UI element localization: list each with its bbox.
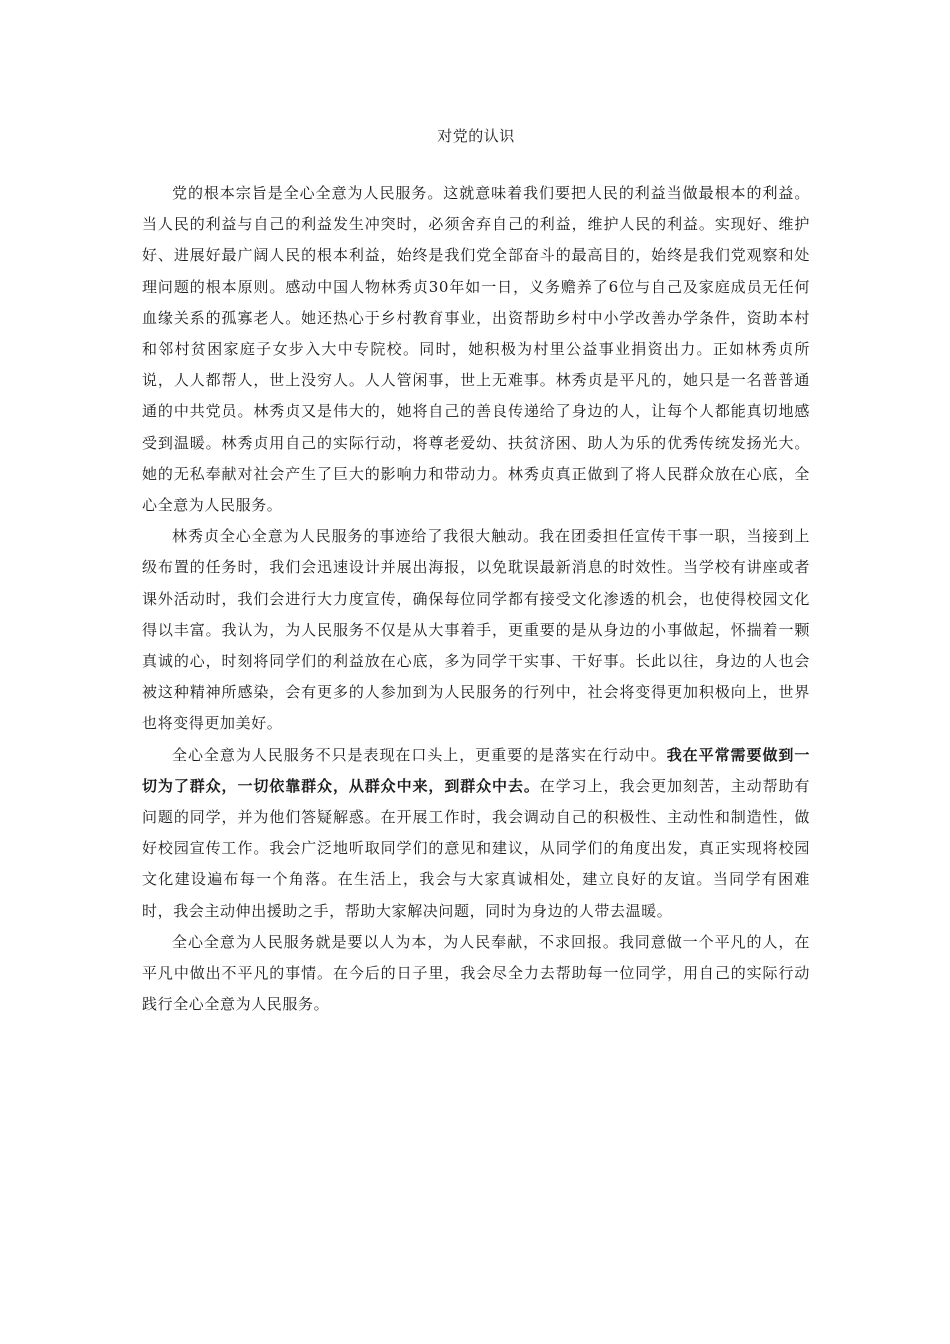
paragraph-3-lead: 全心全意为人民服务不只是表现在口头上，更重要的是落实在行动中。 [172, 745, 667, 764]
paragraph-4: 全心全意为人民服务就是要以人为本，为人民奉献，不求回报。我同意做一个平凡的人，在平凡中做出不平凡的事情。在今后的日子里，我会尽全力去帮助每一位同学，用自己的实际行动践行全心全意为人民服务。 [142, 932, 810, 1014]
paragraph-2: 林秀贞全心全意为人民服务的事迹给了我很大触动。我在团委担任宣传干事一职，当接到上级布置的任务时，我们会迅速设计并展出海报，以免耽误最新消息的时效性。当学校有讲座或者课外活动时，我们会进行大力度宣传，确保每位同学都有接受文化渗透的机会，也使得校园文化得以丰富。我认为，为人民服务不仅是从大事着手，更重要的是从身边的小事做起，怀揣着一颗真诚的心，时刻将同学们的利益放在心底，多为同学干实事、干好事。长此以往，身边的人也会被这种精神所感染，会有更多的人参加到为人民服务的行列中，社会将变得更加积极向上，世界也将变得更加美好。 [142, 527, 810, 733]
document-page [142, 124, 810, 1020]
paragraph-1: 党的根本宗旨是全心全意为人民服务。这就意味着我们要把人民的利益当做最根本的利益。当人民的利益与自己的利益发生冲突时，必须舍弃自己的利益，维护人民的利益。实现好、维护好、进展好最广阔人民的根本利益，始终是我们党全部奋斗的最高目的，始终是我们党观察和处理问题的根本原则。感动中国人物林秀贞30年如一日，义务赡养了6位与自己及家庭成员无任何血缘关系的孤寡老人。她还热心于乡村教育事业，出资帮助乡村中小学改善办学条件，资助本村和邻村贫困家庭子女步入大中专院校。同时，她积极为村里公益事业捐资出力。正如林秀贞所说，人人都帮人，世上没穷人。人人管闲事，世上无难事。林秀贞是平凡的，她只是一名普普通通的中共党员。林秀贞又是伟大的，她将自己的善良传递给了身边的人，让每个人都能真切地感受到温暖。林秀贞用自己的实际行动，将尊老爱幼、扶贫济困、助人为乐的优秀传统发扬光大。她的无私奉献对社会产生了巨大的影响力和带动力。林秀贞真正做到了将人民群众放在心底，全心全意为人民服务。 [142, 184, 810, 515]
paragraph-3 [142, 740, 810, 927]
document-title: 对党的认识 [437, 127, 515, 145]
paragraph-3-rest: 在学习上，我会更加刻苦，主动帮助有问题的同学，并为他们答疑解惑。在开展工作时，我会调动自己的积极性、主动性和制造性，做好校园宣传工作。我会广泛地听取同学们的意见和建议，从同学们的角度出发，真正实现将校园文化建设遍布每一个角落。在生活上，我会与大家真诚相处，建立良好的友谊。当同学有困难时，我会主动伸出援助之手，帮助大家解决问题，同时为身边的人带去温暖。 [142, 776, 810, 920]
paragraph-3-bold-emphasis: 我在平常需要做到一切为了群众，一切依靠群众，从群众中来，到群众中去。 [142, 745, 810, 795]
